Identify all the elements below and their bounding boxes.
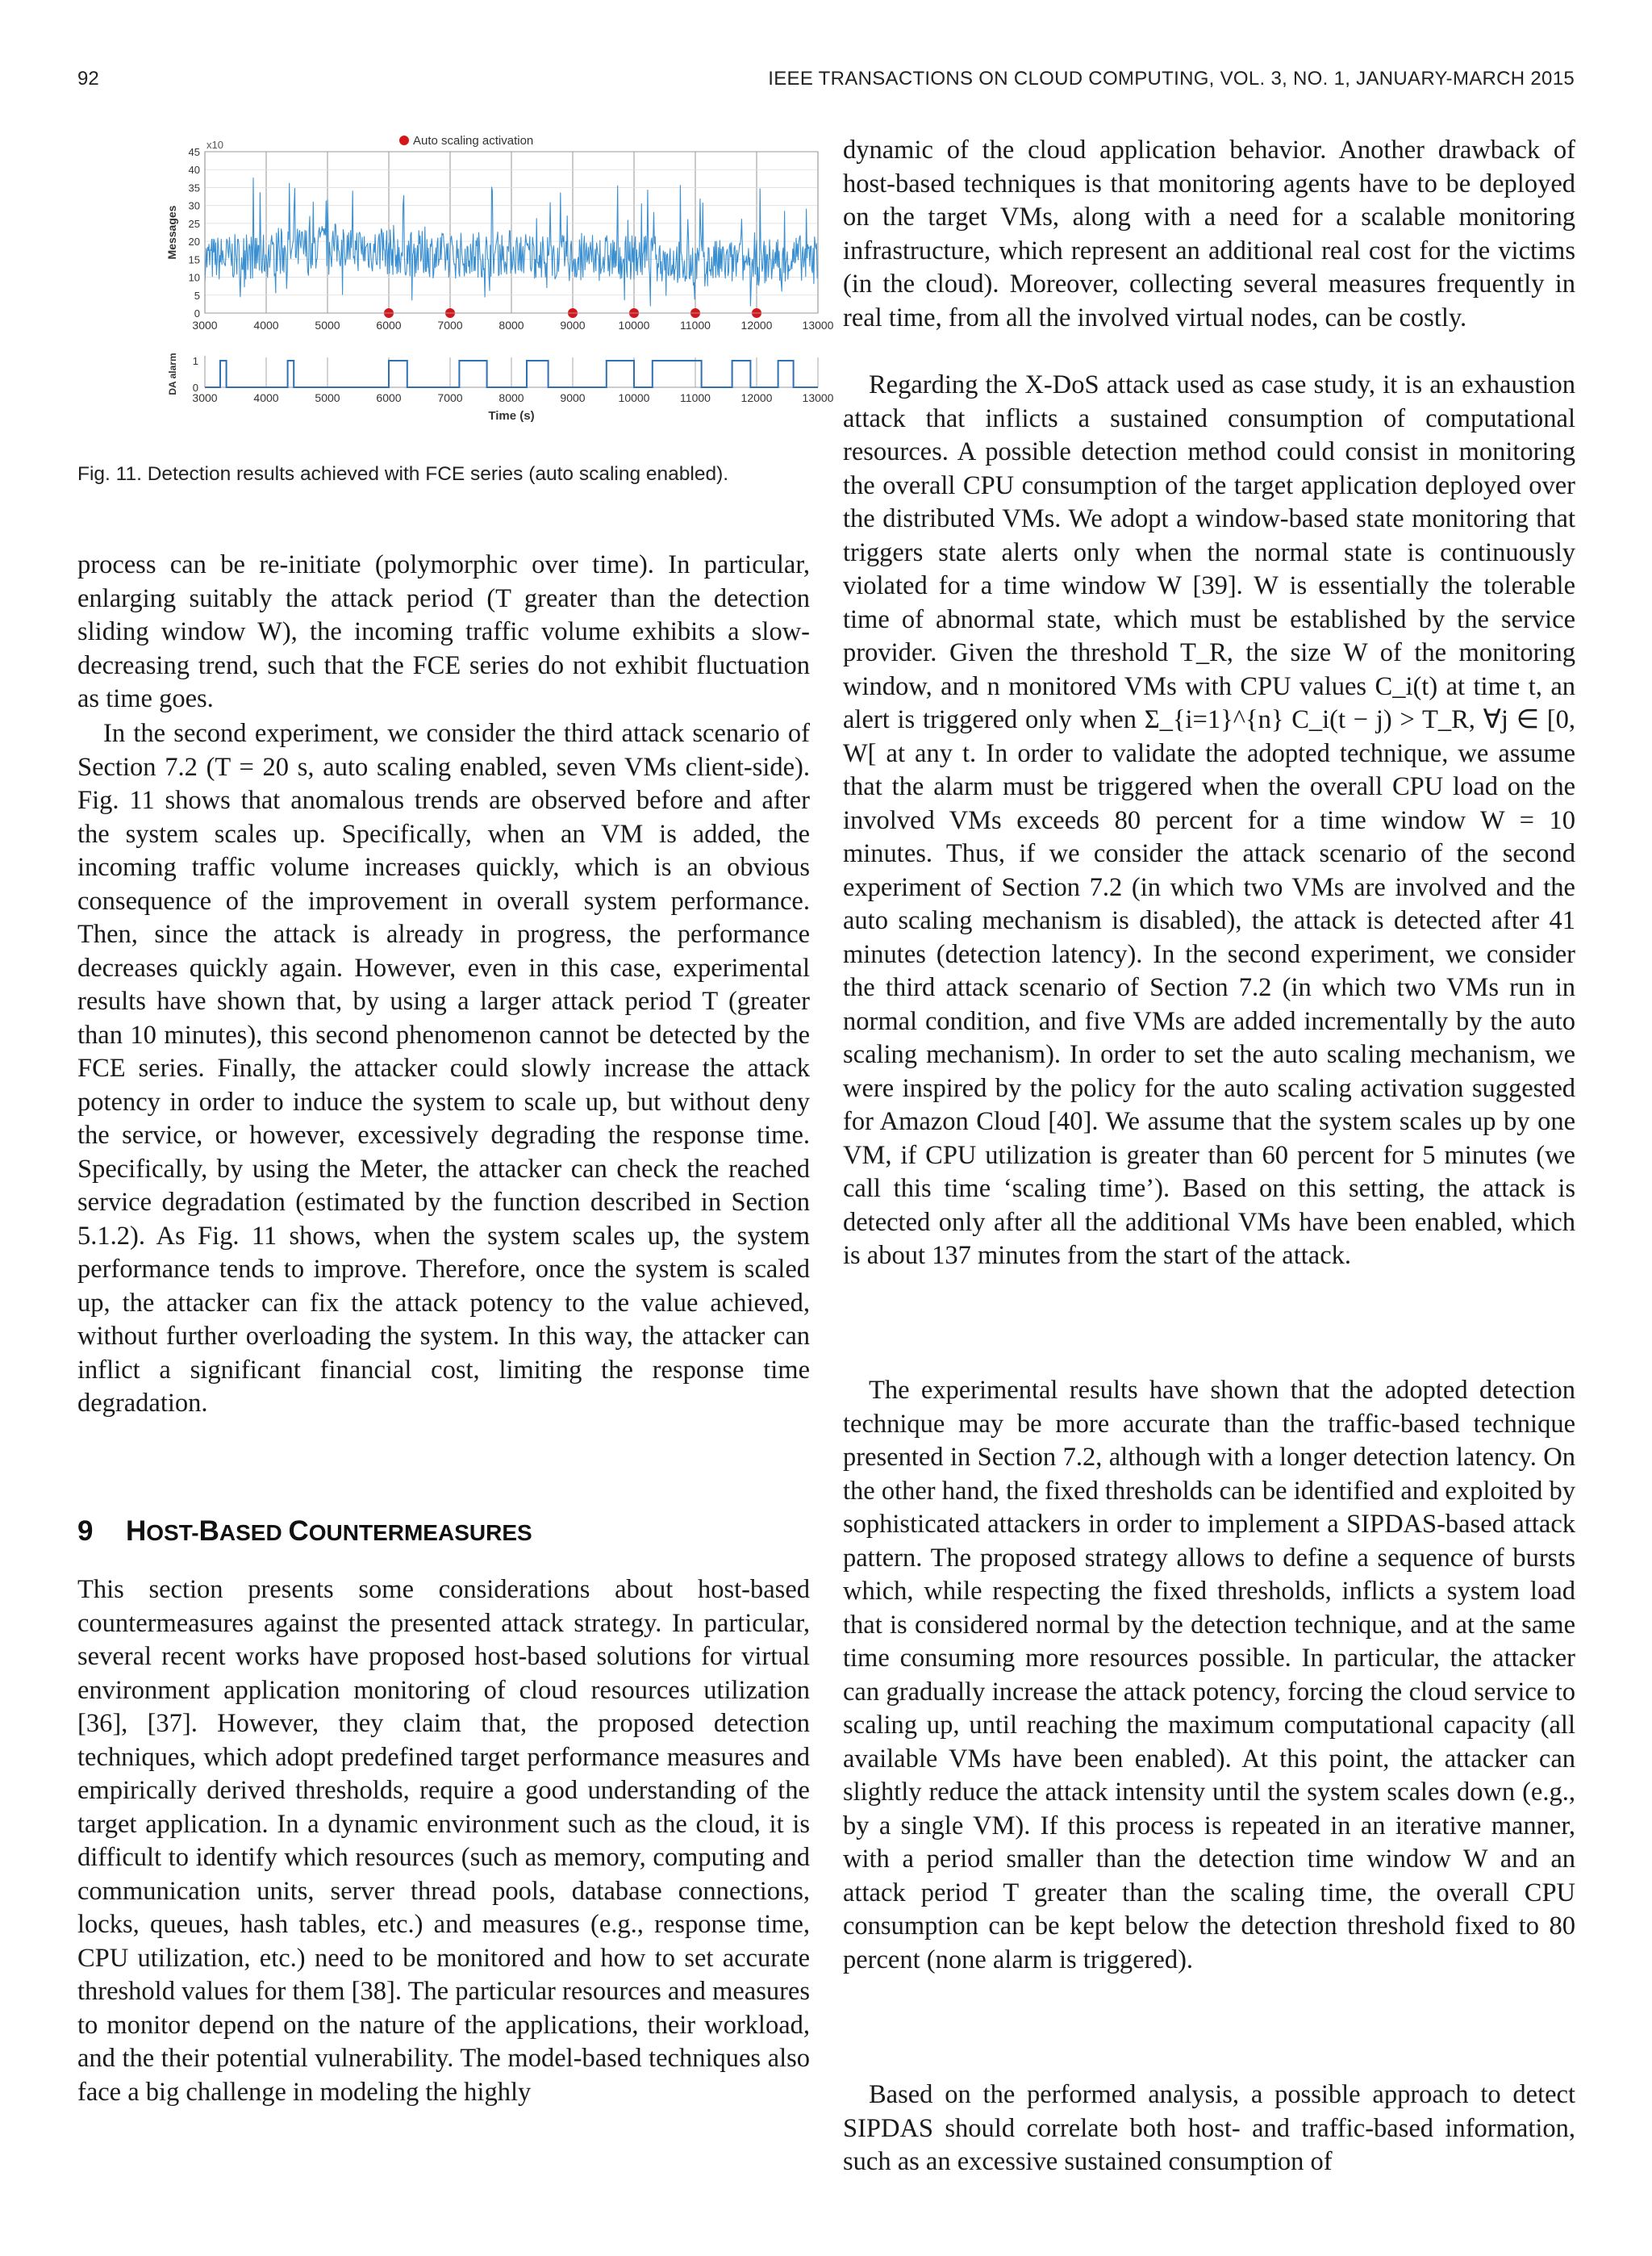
paragraph: dynamic of the cloud application behavior. Another drawback of host-based techniques is that monitoring agents have to be deployed on the target VMs, along with a need for a scalable monitoring infrastructure, which represent an additional real cost for the victims (in the cloud). Moreover, collecting several measures frequently in real time, from all the involved virtual nodes, can be costly.: [843, 136, 1575, 332]
bottom-x-tick-label: 3000: [192, 391, 218, 404]
page-number: 92: [77, 68, 99, 90]
top-x-tick-label: 4000: [253, 319, 279, 332]
section-number: 9: [77, 1515, 94, 1547]
top-y-tick-label: 30: [188, 199, 200, 212]
bottom-y-tick-label: 0: [192, 382, 198, 394]
x-axis-title: Time (s): [488, 409, 535, 423]
top-x-tick-label: 8000: [499, 319, 524, 332]
paragraph: The experimental results have shown that the adopted detection technique may be more accurate than the traffic-based technique presented in Section 7.2, although with a longer detection latency. On the other hand, the fixed thresholds can be identified and exploited by sophisticated attackers in order to implement a SIPDAS-based attack pattern. The proposed strategy allows to define a sequence of bursts which, while respecting the fixed thresholds, inflicts a system load that is considered normal by the detection technique, and at the same time consuming more resources possible. In particular, the attacker can gradually increase the attack potency, forcing the cloud service to scaling up, until reaching the maximum computational capacity (all available VMs have been enabled). At this point, the attacker can slightly reduce the attack intensity until the system scales down (e.g., by a single VM). If this process is repeated in an iterative manner, with a period smaller than the detection time window W and an attack period T greater than the scaling time, the overall CPU consumption can be kept below the detection threshold fixed to 80 percent (none alarm is triggered).: [843, 1376, 1575, 1974]
top-x-tick-label: 12000: [740, 319, 773, 332]
bottom-x-tick-label: 12000: [740, 391, 773, 404]
figure-caption: [77, 462, 810, 487]
bottom-x-tick-label: 11000: [680, 391, 711, 404]
bottom-x-tick-label: 9000: [560, 391, 586, 404]
bottom-y-tick-label: 1: [192, 355, 198, 367]
top-y-axis-label: Messages: [165, 205, 178, 260]
bottom-x-tick-label: 10000: [618, 391, 650, 404]
top-y-multiplier: x10: [206, 139, 223, 151]
paragraph: process can be re-initiate (polymorphic over time). In particular, enlarging suitably the attack period (T greater than the detection sliding window W), the incoming traffic volume exhibits a slow-decreasing trend, such that the FCE series do not exhibit fluctuation as time goes.: [77, 550, 810, 713]
bottom-x-tick-label: 7000: [437, 391, 463, 404]
paragraph: Based on the performed analysis, a possible approach to detect SIPDAS should correlate both host- and traffic-based information, such as an excessive sustained consumption of: [843, 2080, 1575, 2176]
paragraph: Regarding the X-DoS attack used as case study, it is an exhaustion attack that inflicts a sustained consumption of computational resources. A possible detection method could consist in monitoring the overall CPU consumption of the target application deployed over the distributed VMs. We adopt a window-based state monitoring that triggers state alerts only when the normal state is continuously violated for a time window W [39]. W is essentially the tolerable time of abnormal state, which must be established by the service provider. Given the threshold T_R, the size W of the monitoring window, and n monitored VMs with CPU values C_i(t) at time t, an alert is triggered only when Σ_{i=1}^{n} C_i(t − j) > T_R, ∀j ∈ [0, W[ at any t. In order to validate the adopted technique, we assume that the alarm must be triggered when the overall CPU load on the involved VMs exceeds 80 percent for a time window W = 10 minutes. Thus, if we consider the attack scenario of the second experiment of Section 7.2 (in which two VMs are involved and the auto scaling mechanism is disabled), the attack is detected after 41 minutes (detection latency). In the second experiment, we consider the third attack scenario of Section 7.2 (in which two VMs run in normal condition, and five VMs are added incrementally by the auto scaling mechanism). In order to set the auto scaling mechanism, we were inspired by the policy for the auto scaling activation suggested for Amazon Cloud [40]. We assume that the system scales up by one VM, if CPU utilization is greater than 60 percent for 5 minutes (we call this time ‘scaling time’). Based on this setting, the attack is detected only after all the additional VMs have been enabled, which is about 137 minutes from the start of the attack.: [843, 370, 1575, 1270]
bottom-x-tick-label: 13000: [802, 391, 834, 404]
paragraph: In the second experiment, we consider the third attack scenario of Section 7.2 (T = 20 s, auto scaling enabled, seven VMs client-side). Fig. 11 shows that anomalous trends are observed before and after the system scales up. Specifically, when an VM is added, the incoming traffic volume increases quickly, which is an obvious consequence of the improvement in overall system performance. Then, since the attack is already in progress, the performance decreases quickly again. However, even in this case, experimental results have shown that, by using a larger attack period T (greater than 10 minutes), this second phenomenon cannot be detected by the FCE series. Finally, the attacker could slowly increase the attack potency in order to induce the system to scale up, but without deny the service, or however, excessively degrading the response time. Specifically, by using the Meter, the attacker can check the reached service degradation (estimated by the function described in Section 5.1.2). As Fig. 11 shows, when the system scales up, the system performance tends to improve. Therefore, once the system is scaled up, the attacker can fix the attack potency to the value achieved, without further overloading the system. In this way, the attacker can inflict a significant financial cost, limiting the response time degradation.: [77, 719, 810, 1418]
top-y-tick-label: 5: [194, 289, 200, 302]
figure-label: Fig. 11.: [77, 463, 142, 485]
legend-marker: [399, 136, 409, 145]
top-x-tick-label: 5000: [315, 319, 340, 332]
top-y-tick-label: 25: [188, 217, 200, 230]
top-y-tick-label: 20: [188, 236, 200, 249]
running-header: [77, 68, 1575, 100]
top-x-tick-label: 3000: [192, 319, 218, 332]
bottom-x-tick-label: 8000: [499, 391, 524, 404]
top-x-tick-label: 11000: [680, 319, 711, 332]
top-x-tick-label: 9000: [560, 319, 586, 332]
top-x-tick-label: 10000: [618, 319, 650, 332]
top-x-tick-label: 7000: [437, 319, 463, 332]
bottom-x-tick-label: 4000: [253, 391, 279, 404]
paragraph: This section presents some considerations about host-based countermeasures against the presented attack strategy. In particular, several recent works have proposed host-based solutions for virtual environment application monitoring of cloud resources utilization [36], [37]. However, they claim that, the proposed detection techniques, which adopt predefined target performance measures and empirically derived thresholds, require a good understanding of the target application. In a dynamic environment such as the cloud, it is difficult to identify which resources (such as memory, computing and communication units, server thread pools, database connections, locks, queues, hash tables, etc.) and measures (e.g., response time, CPU utilization, etc.) need to be monitored and how to set accurate threshold values for them [38]. The particular resources and measures to monitor depend on the nature of the applications, their workload, and the their potential vulnerability. The model-based techniques also face a big challenge in modeling the highly: [77, 1575, 810, 2107]
top-y-tick-label: 0: [194, 307, 200, 320]
top-y-tick-label: 35: [188, 182, 200, 194]
legend-label: Auto scaling activation: [413, 134, 534, 148]
figure-11-chart: [126, 129, 844, 444]
bottom-x-tick-label: 5000: [315, 391, 340, 404]
section-heading: 9 HOST-BASED COUNTERMEASURES: [77, 1515, 532, 1547]
bottom-y-axis-label: DA alarm: [167, 353, 178, 395]
figure-caption-text: Detection results achieved with FCE series (auto scaling enabled).: [147, 463, 729, 485]
bottom-x-tick-label: 6000: [376, 391, 402, 404]
top-y-tick-label: 45: [188, 146, 200, 158]
top-y-tick-label: 15: [188, 253, 200, 266]
top-x-tick-label: 6000: [376, 319, 402, 332]
top-x-tick-label: 13000: [802, 319, 834, 332]
top-y-tick-label: 40: [188, 164, 200, 177]
journal-title: IEEE TRANSACTIONS ON CLOUD COMPUTING, VOL. 3, NO. 1, JANUARY-MARCH 2015: [768, 68, 1575, 90]
top-y-tick-label: 10: [188, 271, 200, 284]
